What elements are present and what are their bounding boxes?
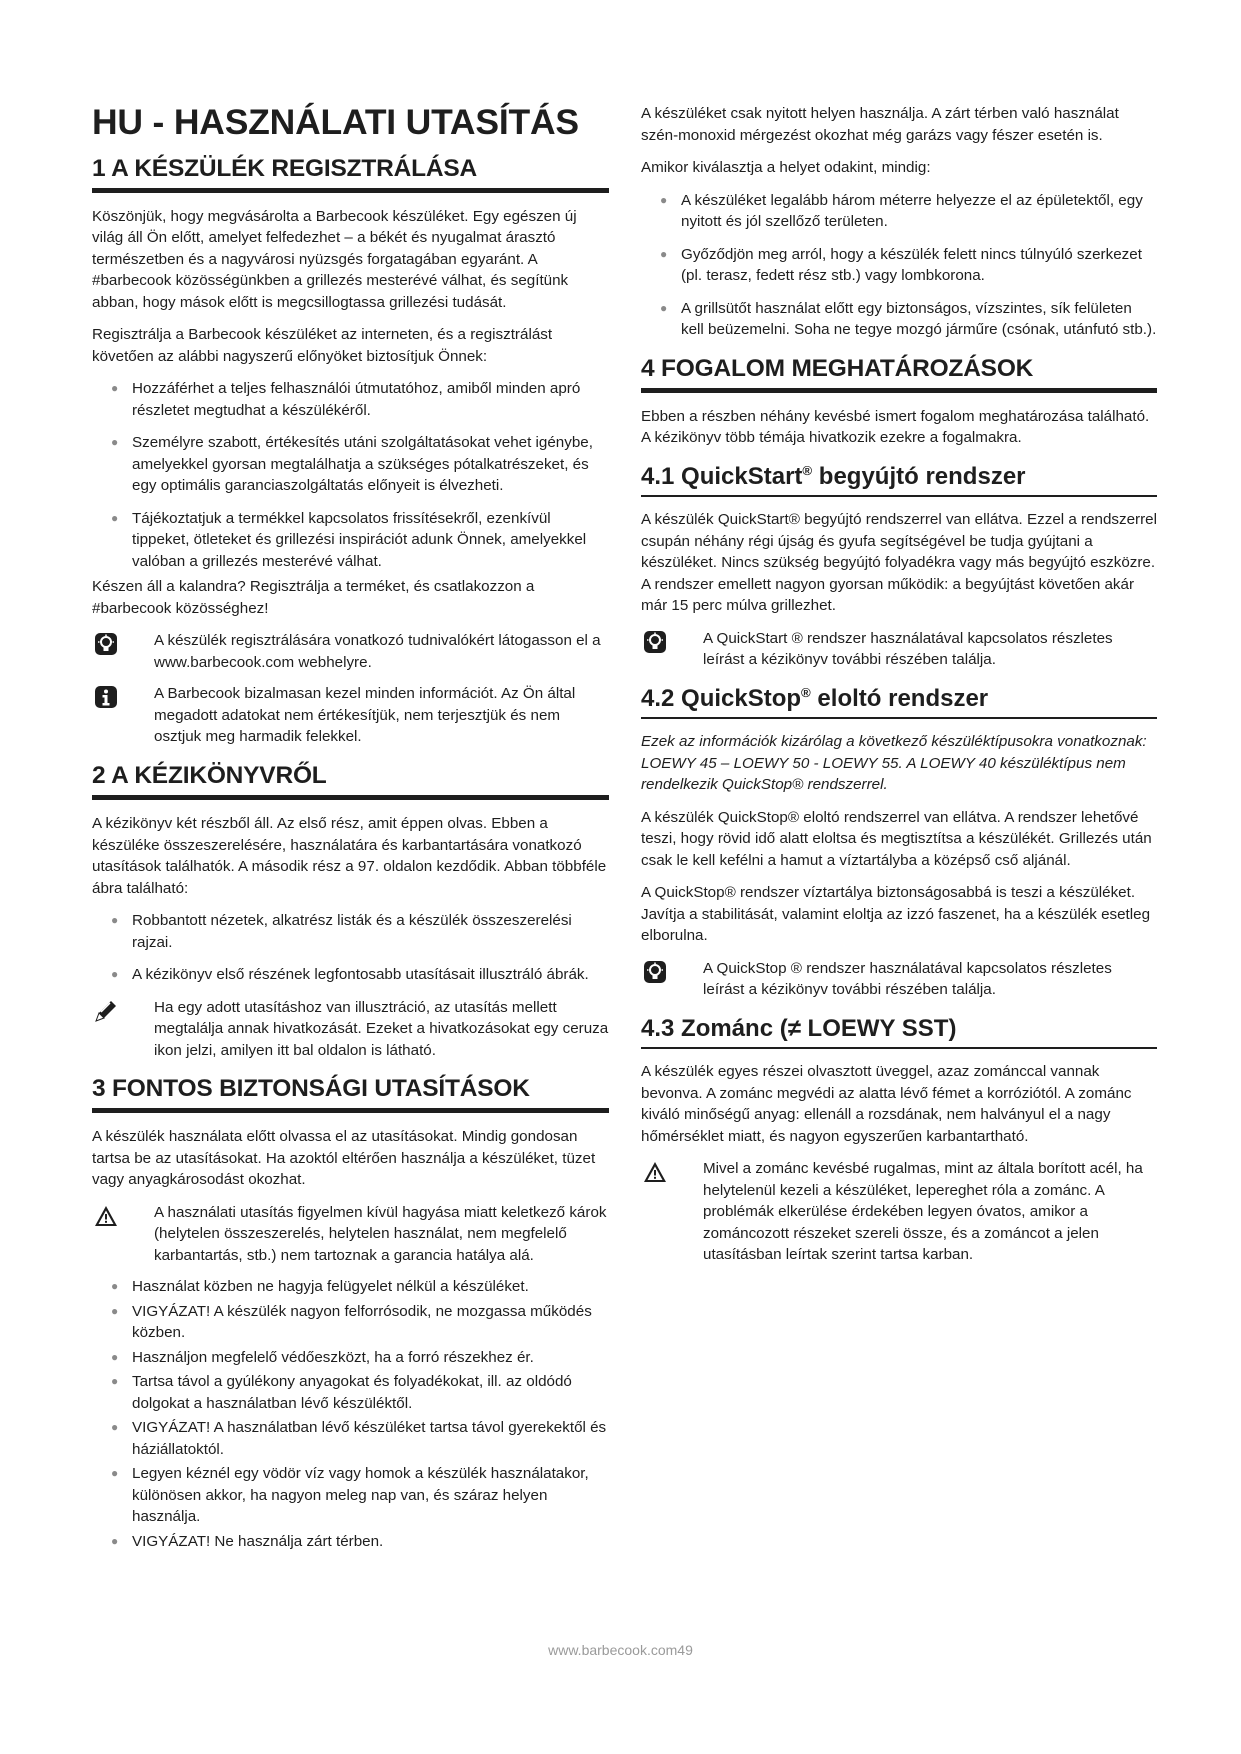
list-item: ● Tájékoztatjuk a termékkel kapcsolatos frissítésekről, ezenkívül tippeket, ötleteket és grillezési inspirációt adunk Önnek, amelyekkel valóban a grillezés mesterévé válhat. [111, 509, 587, 570]
section-4-3-heading: 4.3 Zománc (≠ LOEWY SST) [641, 1015, 1157, 1050]
bullet-icon: ● [111, 1420, 119, 1435]
list-item: ● Tartsa távol a gyúlékony anyagokat és folyadékokat, ill. az oldódó dolgokat a használatban lévő készüléktől. [111, 1373, 572, 1412]
list-item: ● Győződjön meg arról, hogy a készülék felett nincs túlnyúló szerkezet (pl. terasz, fedett rész stb.) vagy lombkorona. [660, 245, 1142, 284]
section-1-register: Regisztrálja a Barbecook készüléket az interneten, és a regisztrálást követően az alábbi nagyszerű előnyöket biztosítjuk Önnek: [92, 326, 553, 365]
bullet-icon: ● [111, 1279, 119, 1294]
right-column [641, 103, 1157, 1276]
section-4-intro: Ebben a részben néhány kevésbé ismert fogalom meghatározása található. A kézikönyv több témája hivatkozik ezekre a fogalmakra. [641, 407, 1150, 447]
section-2-intro: A kézikönyv két részből áll. Az első rész, amit éppen olvas. Ebben a készüléke összeszerelésére, használatára és karbantartására vonatkozó utasítások találhatók. A második rész a 97. oldalon kezdődik. Abban többféle ábra található: [92, 815, 607, 897]
quickstart-tip: A QuickStart ® rendszer használatával kapcsolatos részletes leírást a kézikönyv további részében találja. [641, 628, 1157, 671]
quickstop-text-1: A készülék QuickStop® eloltó rendszerrel van ellátva. A rendszer lehetővé teszi, hogy rövid idő alatt eloltsa és megtisztítsa a készülékét. Grillezés után csak le kell kefélni a hamut a víztartályba a középső cső aljánál. [641, 808, 1152, 869]
list-item: ● Robbantott nézetek, alkatrész listák és a készülék összeszerelési rajzai. [111, 912, 572, 951]
tip-note: A készülék regisztrálására vonatkozó tudnivalókért látogasson el a www.barbecook.com webhelyre. [92, 630, 609, 673]
list-item: ● VIGYÁZAT! A készülék nagyon felforrósodik, ne mozgassa működés közben. [111, 1302, 592, 1342]
section-2-heading: 2 A KÉZIKÖNYVRŐL [92, 762, 609, 800]
bullet-icon: ● [111, 1466, 119, 1481]
enamel-warning: Mivel a zománc kevésbé rugalmas, mint az általa borított acél, ha helytelenül kezeli a készüléket, lepereghet róla a zománc. A problémák elkerülése érdekében legyen óvatos, amikor a zománcozott részeket szereli össze, és a zománcot a jelen utasításban leírtak szerint tartsa karban. [641, 1158, 1157, 1266]
warning-note: A használati utasítás figyelmen kívül hagyása miatt keletkező károk (helytelen összeszerelés, helytelen használat, nem megfelelő karbantartás, stb.) nem tartoznak a garancia hatálya alá. [92, 1202, 609, 1267]
section-4-heading: 4 FOGALOM MEGHATÁROZÁSOK [641, 355, 1157, 393]
lightbulb-icon [94, 632, 118, 656]
quickstop-text-2: A QuickStop® rendszer víztartálya biztonságosabbá is teszi a készüléket. Javítja a stabilitását, valamint eloltja az izzó faszenet, ha a készülék esetleg elborulna. [641, 884, 1151, 945]
list-item: ● VIGYÁZAT! A használatban lévő készüléket tartsa távol gyerekektől és háziállatoktól. [111, 1419, 607, 1458]
section-1-heading: 1 A KÉSZÜLÉK REGISZTRÁLÁSA [92, 155, 609, 193]
section-4-1-heading: 4.1 QuickStart® begyújtó rendszer [641, 463, 1157, 498]
list-item: ● A grillsütőt használat előtt egy biztonságos, vízszintes, sík felületen kell beüzemelni. Soha ne tegye mozgó járműre (csónak, utánfutó stb.). [660, 299, 1157, 338]
section-1-cta: Készen áll a kalandra? Regisztrálja a terméket, és csatlakozzon a #barbecook közösséghez! [92, 578, 535, 617]
list-item: ● A kézikönyv első részének legfontosabb utasításait illusztráló ábrák. [92, 964, 609, 986]
bullet-icon: ● [111, 1303, 119, 1318]
bullet-icon: ● [111, 381, 119, 396]
list-item: ● Legyen kéznél egy vödör víz vagy homok a készülék használatakor, különösen akkor, ha nagyon meleg nap van, és száraz helyen használja. [111, 1465, 589, 1526]
warning-icon [94, 1204, 118, 1228]
page-title: HU - HASZNÁLATI UTASÍTÁS [92, 102, 579, 142]
info-icon [94, 685, 118, 709]
bullet-icon: ● [660, 300, 668, 315]
lightbulb-icon [643, 630, 667, 654]
bullet-icon: ● [111, 435, 119, 450]
pencil-note: Ha egy adott utasításhoz van illusztráció, az utasítás mellett megtalálja annak hivatkozását. Ezeket a hivatkozásokat egy ceruza ikon jelzi, amilyen itt bal oldalon is látható. [92, 997, 609, 1062]
info-note: A Barbecook bizalmasan kezel minden információt. Az Ön által megadott adatokat nem értékesítjük, nem terjesztjük és nem osztjuk meg harmadik felekkel. [92, 683, 609, 748]
bullet-icon: ● [111, 1349, 119, 1364]
list-item: ● Hozzáférhet a teljes felhasználói útmutatóhoz, amiből minden apró részletet megtudhat a készülékéről. [111, 380, 581, 419]
location-list [641, 190, 1157, 341]
warning-icon [643, 1160, 667, 1184]
safety-list [92, 1276, 609, 1552]
bullet-icon: ● [660, 246, 668, 261]
bullet-icon: ● [111, 913, 119, 928]
section-3-intro: A készülék használata előtt olvassa el az utasításokat. Mindig gondosan tartsa be az utasításokat. Ha azoktól eltérően használja a készüléket, tüzet vagy anyagkárosodást okozhat. [92, 1128, 596, 1189]
bullet-icon: ● [660, 192, 668, 207]
list-item: ● VIGYÁZAT! Ne használja zárt térben. [92, 1531, 609, 1553]
list-item: ● Használjon megfelelő védőeszközt, ha a forró részekhez ér. [92, 1347, 609, 1369]
lightbulb-icon [643, 960, 667, 984]
quickstop-scope: Ezek az információk kizárólag a következő készüléktípusokra vonatkoznak: LOEWY 45 – LOEWY 50 - LOEWY 55. A LOEWY 40 készüléktípus nem rendelkezik QuickStop® rendszerrel. [641, 733, 1147, 794]
section-4-2-heading: 4.2 QuickStop® eloltó rendszer [641, 685, 1157, 720]
enamel-text: A készülék egyes részei olvasztott üveggel, azaz zománccal vannak bevonva. A zománc megvédi az alatta lévő fémet a korróziótól. A zománc kiváló minőségű anyag: ellenáll a rozsdának, nem halványul el a nagy hőmérséklet miatt, és nagyon egyszerűen karbantartható. [641, 1063, 1132, 1145]
page-footer: www.barbecook.com49 [548, 1642, 693, 1658]
bullet-icon: ● [111, 510, 119, 525]
bullet-icon: ● [111, 967, 119, 982]
pencil-icon [94, 999, 118, 1023]
outdoor-use: A készüléket csak nyitott helyen használja. A zárt térben való használat szén-monoxid mérgezést okozhat még garázs vagy fészer esetén is. [641, 105, 1119, 144]
section-1-intro: Köszönjük, hogy megvásárolta a Barbecook készüléket. Egy egészen új világ áll Ön előtt, amelyet felfedezhet – a békét és nyugalmat árasztó természetben és a nagyvárosi nyüzsgés forgatagában egyaránt. A #barbecook közösségünkben a grillezés mesterévé válhat, és segítünk abban, hogy mások előtt is megcsillogtassa grillezési tudását. [92, 207, 577, 311]
list-item: ● Használat közben ne hagyja felügyelet nélkül a készüléket. [92, 1276, 609, 1298]
quickstop-tip: A QuickStop ® rendszer használatával kapcsolatos részletes leírást a kézikönyv további részében találja. [641, 958, 1157, 1001]
section-3-heading: 3 FONTOS BIZTONSÁGI UTASÍTÁSOK [92, 1075, 609, 1113]
location-intro: Amikor kiválasztja a helyet odakint, mindig: [641, 159, 931, 176]
list-item: ● A készüléket legalább három méterre helyezze el az épületektől, egy nyitott és jól szellőző területen. [660, 191, 1143, 230]
quickstart-text: A készülék QuickStart® begyújtó rendszerrel van ellátva. Ezzel a rendszerrel csupán néhány régi újság és gyufa segítségével be tudja gyújtani a készüléket. Nincs szükség begyújtó folyadékra vagy más begyújtó eszközre. A rendszer emellett nagyon gyorsan működik: a begyújtást követően akár már 15 perc múlva grillezhet. [641, 511, 1157, 615]
bullet-icon: ● [111, 1533, 119, 1548]
list-item: ● Személyre szabott, értékesítés utáni szolgáltatásokat vehet igénybe, amelyekkel gyorsan megtalálhatja a szükséges pótalkatrészeket, és egy optimális garanciaszolgáltatás előnyeit is élvezheti. [111, 434, 593, 495]
bullet-icon: ● [111, 1374, 119, 1389]
section-1-benefits [92, 378, 609, 572]
left-column [92, 103, 609, 1560]
section-2-list [92, 910, 609, 986]
